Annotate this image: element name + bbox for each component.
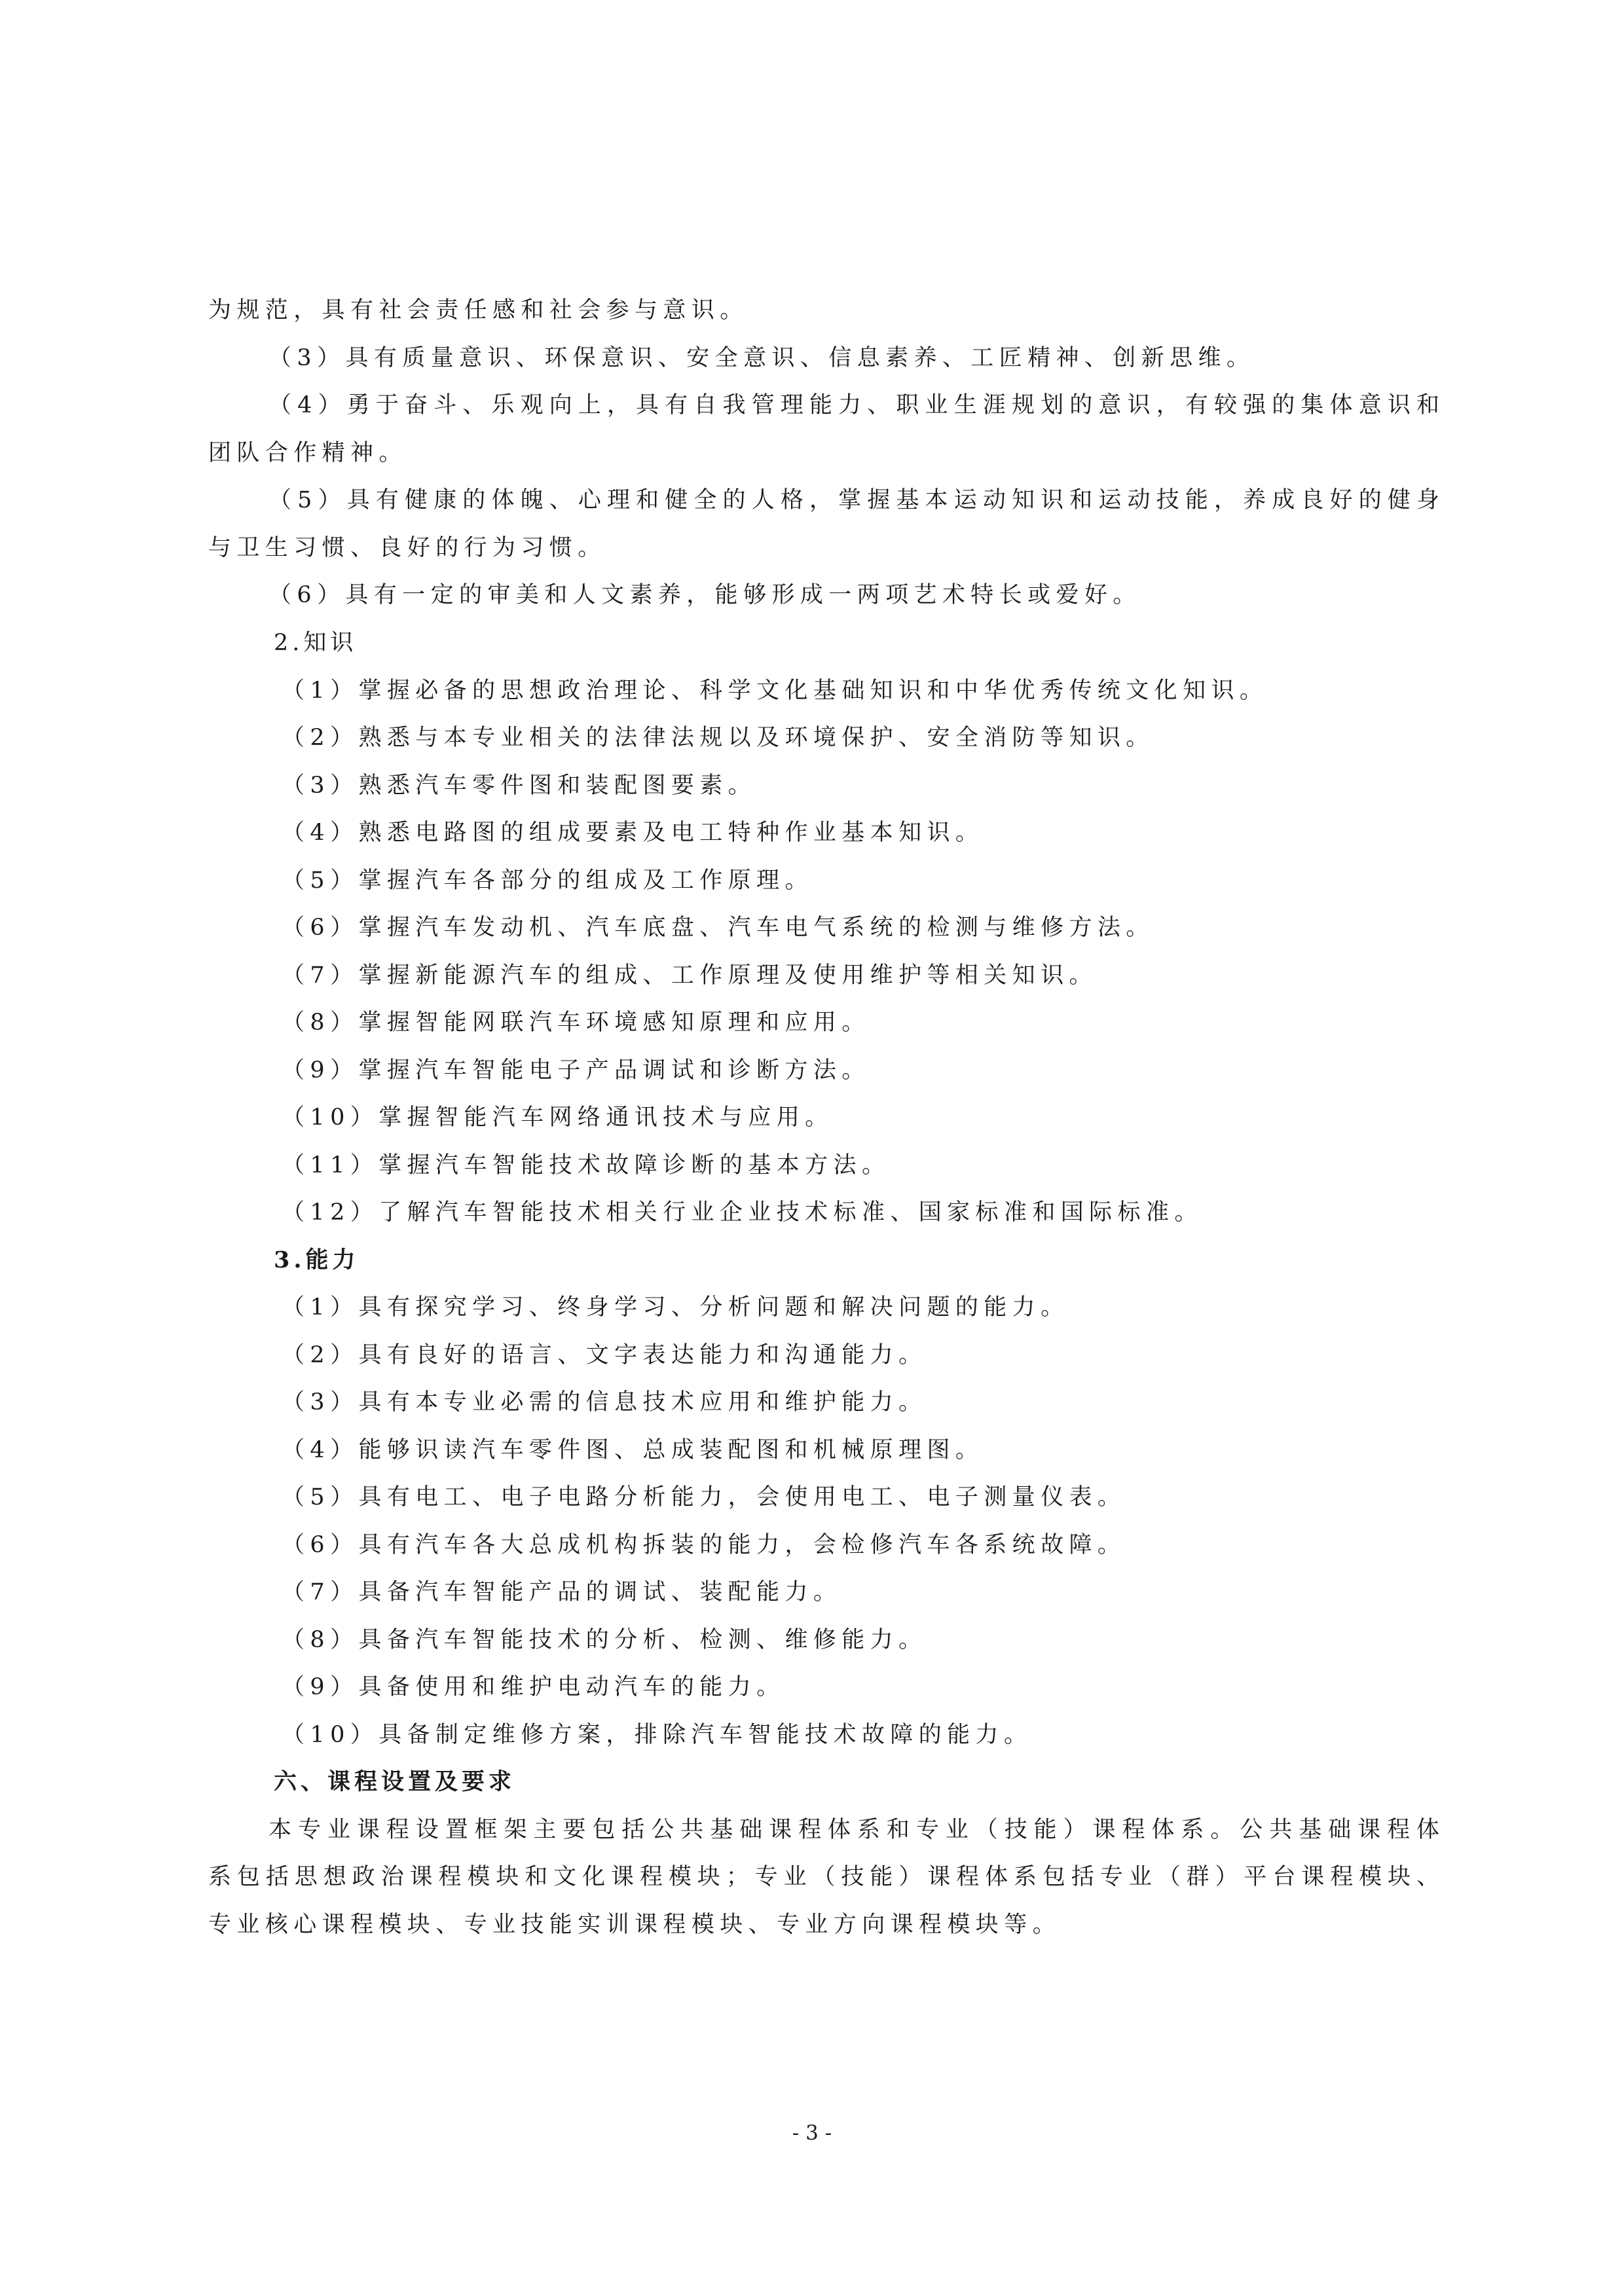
paragraph-line: 系包括思想政治课程模块和文化课程模块；专业（技能）课程体系包括专业（群）平台课程模块、: [208, 1864, 1439, 1890]
list-item: （7）掌握新能源汽车的组成、工作原理及使用维护等相关知识。: [282, 962, 1098, 989]
section-heading-curriculum: 六、课程设置及要求: [274, 1768, 516, 1795]
list-item: （9）具备使用和维护电动汽车的能力。: [282, 1674, 785, 1700]
list-item: （7）具备汽车智能产品的调试、装配能力。: [282, 1579, 842, 1605]
page-number: - 3 -: [792, 2121, 832, 2145]
paragraph-line: 专业核心课程模块、专业技能实训课程模块、专业方向课程模块等。: [208, 1912, 1061, 1938]
section-heading-ability: 3.能力: [274, 1247, 360, 1273]
list-item: （6）具有汽车各大总成机构拆装的能力，会检修汽车各系统故障。: [282, 1532, 1126, 1558]
list-item: （11）掌握汽车智能技术故障诊断的基本方法。: [282, 1152, 891, 1178]
list-item: （8）具备汽车智能技术的分析、检测、维修能力。: [282, 1627, 927, 1653]
list-item: （2）具有良好的语言、文字表达能力和沟通能力。: [282, 1342, 927, 1368]
list-item: （6）掌握汽车发动机、汽车底盘、汽车电气系统的检测与维修方法。: [282, 915, 1154, 941]
paragraph-line: （4）勇于奋斗、乐观向上，具有自我管理能力、职业生涯规划的意识，有较强的集体意识和: [268, 392, 1439, 418]
paragraph-line: （5）具有健康的体魄、心理和健全的人格，掌握基本运动知识和运动技能，养成良好的健身: [268, 487, 1439, 513]
list-item: （1）具有探究学习、终身学习、分析问题和解决问题的能力。: [282, 1294, 1069, 1321]
list-item: （5）掌握汽车各部分的组成及工作原理。: [282, 867, 813, 894]
list-item: （1）掌握必备的思想政治理论、科学文化基础知识和中华优秀传统文化知识。: [282, 678, 1268, 704]
paragraph-line: （6）具有一定的审美和人文素养，能够形成一两项艺术特长或爱好。: [268, 582, 1141, 608]
paragraph-line: （3）具有质量意识、环保意识、安全意识、信息素养、工匠精神、创新思维。: [268, 345, 1255, 371]
list-item: （10）具备制定维修方案，排除汽车智能技术故障的能力。: [282, 1722, 1033, 1748]
paragraph-line: 团队合作精神。: [208, 440, 407, 466]
list-item: （9）掌握汽车智能电子产品调试和诊断方法。: [282, 1057, 870, 1084]
paragraph-line: 本专业课程设置框架主要包括公共基础课程体系和专业（技能）课程体系。公共基础课程体: [268, 1817, 1439, 1843]
list-item: （3）具有本专业必需的信息技术应用和维护能力。: [282, 1389, 927, 1415]
list-item: （5）具有电工、电子电路分析能力，会使用电工、电子测量仪表。: [282, 1484, 1126, 1510]
list-item: （10）掌握智能汽车网络通讯技术与应用。: [282, 1104, 834, 1131]
section-heading-knowledge: 2.知识: [274, 630, 358, 656]
paragraph-line: 与卫生习惯、良好的行为习惯。: [208, 535, 606, 561]
list-item: （4）熟悉电路图的组成要素及电工特种作业基本知识。: [282, 820, 984, 846]
list-item: （2）熟悉与本专业相关的法律法规以及环境保护、安全消防等知识。: [282, 725, 1154, 751]
list-item: （12）了解汽车智能技术相关行业企业技术标准、国家标准和国际标准。: [282, 1199, 1203, 1226]
list-item: （3）熟悉汽车零件图和装配图要素。: [282, 773, 757, 799]
paragraph-line: 为规范，具有社会责任感和社会参与意识。: [208, 297, 748, 323]
list-item: （4）能够识读汽车零件图、总成装配图和机械原理图。: [282, 1437, 984, 1463]
list-item: （8）掌握智能网联汽车环境感知原理和应用。: [282, 1010, 870, 1036]
